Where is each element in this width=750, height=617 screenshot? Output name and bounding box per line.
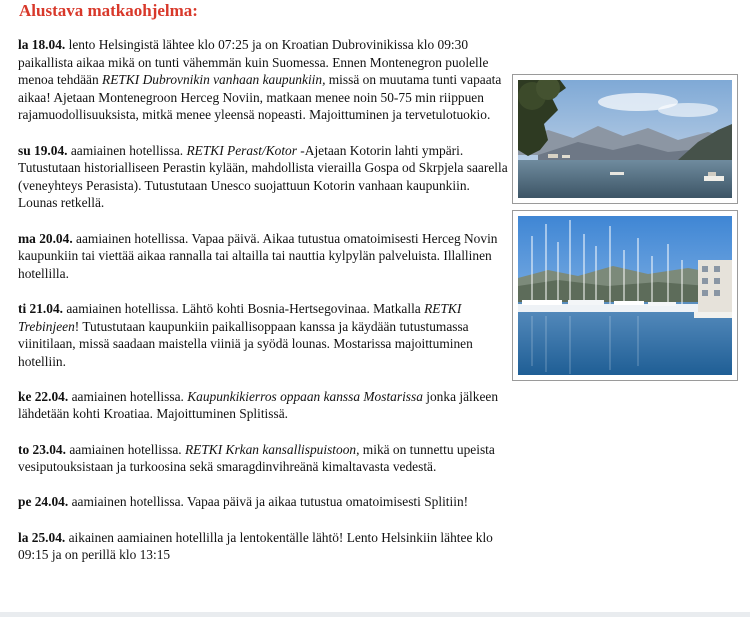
day-highlight: RETKI Dubrovnikin vanhaan kaupunkiin, — [102, 72, 326, 88]
day-date: to 23.04. — [18, 441, 66, 457]
day-date: pe 24.04. — [18, 494, 69, 510]
itinerary-day-6 — [18, 441, 510, 476]
page-bottom-divider — [0, 612, 750, 617]
day-text: aamiainen hotellissa. — [68, 388, 188, 404]
marina-photo-frame — [512, 210, 738, 381]
itinerary-day-1 — [18, 36, 510, 124]
day-highlight: RETKI Perast/Kotor - — [186, 142, 305, 158]
day-text: aamiainen hotellissa. Lähtö kohti Bosnia-Hertsegovinaa. Matkalla — [63, 300, 425, 316]
bay-photo-frame — [512, 74, 738, 204]
day-highlight: Kaupunkikierros oppaan kanssa Mostarissa — [187, 388, 423, 404]
itinerary-day-2 — [18, 142, 510, 212]
day-text: jonka jälkeen lähdetään kohti Kroatiaa. Majoittuminen Splitissä. — [18, 388, 499, 422]
itinerary-day-8 — [18, 529, 510, 564]
itinerary-day-3 — [18, 230, 510, 283]
day-highlight: RETKI Krkan kansallispuistoon — [184, 441, 357, 457]
day-text: lento Helsingistä lähtee klo 07:25 ja on Kroatian Dubrovinikissa klo 09:30 paikallista aikaa mikä on tunti vähemmän kuin Suomessa. Ennen Montenegron puolelle menoa tehdään — [18, 37, 489, 88]
itinerary-day-4 — [18, 300, 510, 370]
day-text: missä on muutama tunti vapaata aikaa! Ajetaan Montenegroon Herceg Noviin, matkaan menee noin 50-75 min riippuen rajamuodollisuuksista, mitkä menee yleensä nopeasti. Majoittuminen ja tervetulotuokio. — [18, 72, 502, 123]
itinerary-text — [18, 36, 510, 581]
day-date: ma 20.04. — [18, 230, 73, 246]
itinerary-day-7 — [18, 493, 510, 511]
day-date: su 19.04. — [18, 142, 68, 158]
day-date: ti 21.04. — [18, 300, 64, 316]
day-text: ! Tutustutaan kaupunkiin paikallisoppaan kanssa ja käydään tutustumassa viinitilaan, missä saadaan maistella viiniä ja syödä lounas. Mostarissa majoittuminen hotelliin. — [18, 318, 473, 369]
day-date: la 25.04. — [18, 529, 66, 545]
marina-sailboats-photo — [518, 216, 732, 375]
day-text: aamiainen hotellissa. Vapaa päivä ja aikaa tutustua omatoimisesti Splitiin! — [68, 494, 469, 510]
page-title: Alustava matkaohjelma: — [19, 1, 198, 20]
day-date: ke 22.04. — [18, 388, 69, 404]
day-highlight: RETKI Trebinjeen — [18, 300, 462, 334]
itinerary-day-5 — [18, 388, 510, 423]
day-date: la 18.04. — [18, 37, 66, 52]
day-text: , mikä on tunnettu upeista vesiputouksistaan ja turkoosina sekä smaragdinvihreänä kimaltavasta vedestä. — [18, 441, 495, 475]
day-text: Ajetaan Kotorin lahti ympäri. Tutustutaan historialliseen Perastin kylään, mahdollista vierailla Gospa od Skrpjela saarella (veneyhteys Perasista). Tutustutaan Unesco suojattuun Kotorin vanhaan kaupunkiin. Lounas retkellä. — [18, 142, 508, 211]
day-text: aamiainen hotellissa. — [65, 441, 185, 457]
day-text: aamiainen hotellissa. — [67, 142, 187, 158]
bay-mountains-photo — [518, 80, 732, 198]
day-text: aamiainen hotellissa. Vapaa päivä. Aikaa tutustua omatoimisesti Herceg Novin kaupunkiin tai viettää aikaa rannalla tai altailla tai nauttia kylpylän palveluista. Illallinen hotellilla. — [18, 230, 498, 281]
day-text: aikainen aamiainen hotellilla ja lentokentälle lähtö! Lento Helsinkiin lähtee klo 09:15 ja on perillä klo 13:15 — [18, 529, 493, 563]
